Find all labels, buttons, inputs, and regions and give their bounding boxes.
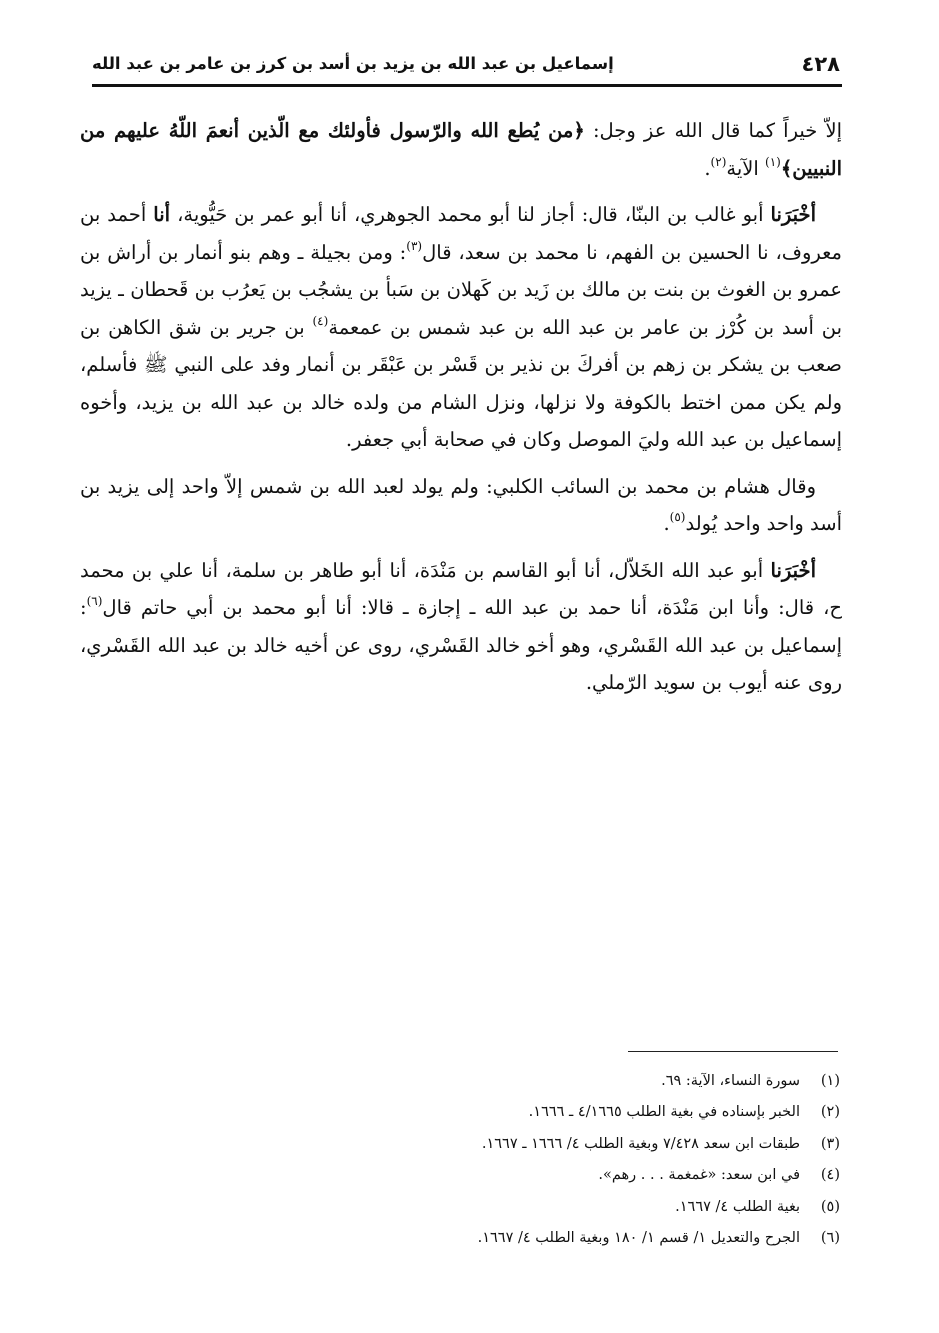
footnote-number: (٥) bbox=[820, 1198, 840, 1215]
footnote-ref-1: (١) bbox=[765, 154, 781, 169]
footnote-number: (١) bbox=[820, 1073, 840, 1089]
footnote-3 bbox=[280, 1129, 840, 1160]
p1-text-b: الآية bbox=[726, 156, 765, 180]
main-text bbox=[80, 112, 842, 711]
running-header bbox=[92, 50, 840, 84]
footnote-separator bbox=[628, 1051, 838, 1052]
footnote-number: (٤) bbox=[820, 1167, 840, 1184]
ana-bold: أنا bbox=[153, 203, 171, 226]
footnote-text: الجرح والتعديل ١/ قسم ١/ ١٨٠ وبغية الطلب ٤/ ١٦٦٧. bbox=[477, 1230, 800, 1247]
p3-text-b: . bbox=[663, 512, 670, 535]
paragraph-3 bbox=[80, 468, 842, 543]
page-number: ٤٢٨ bbox=[801, 52, 840, 76]
footnote-ref-6: (٦) bbox=[86, 594, 103, 608]
p2-text-a: أبو غالب بن البنّا، قال: أجاز لنا أبو محمد الجوهري، أنا أبو عمر بن حَيُّوية، bbox=[170, 203, 771, 226]
footnote-ref-2: (٢) bbox=[710, 154, 727, 169]
p4-text-b: : إسماعيل بن عبد الله القَسْري، وهو أخو خالد القَسْري، روى عن أخيه خالد بن عبد الله القَسْري، روى عنه أيوب بن سويد الرّملي. bbox=[80, 596, 842, 694]
quran-verse: ﴿من يُطع الله والرّسول فأولئك مع الّذين أنعمَ اللّهُ عليهم من النبيين﴾ bbox=[80, 119, 842, 180]
footnote-1 bbox=[280, 1066, 840, 1097]
p4-text-a: أبو عبد الله الخَلاّل، أنا أبو القاسم بن مَنْدَة، أنا أبو طاهر بن سلمة، أنا علي بن محمد ح، قال: وأنا ابن مَنْدَة، أنا حمد بن عبد الله ـ إجازة ـ قالا: أنا أبو محمد بن أبي حاتم قال bbox=[80, 558, 842, 619]
p2-text-b: أحمد بن معروف، نا الحسين بن الفهم، نا محمد بن سعد، قال bbox=[80, 203, 842, 264]
footnote-text: بغية الطلب ٤/ ١٦٦٧. bbox=[675, 1198, 800, 1215]
footnote-text: الخبر بإسناده في بغية الطلب ٤/١٦٦٥ ـ ١٦٦٦. bbox=[528, 1104, 800, 1121]
footnotes bbox=[280, 1066, 840, 1254]
p1-text-c: . bbox=[704, 156, 711, 180]
p3-text-a: وقال هشام بن محمد بن السائب الكلبي: ولم يولد لعبد الله بن شمس إلاّ واحد إلى يزيد بن أسد واحد واحد يُولد bbox=[80, 474, 842, 535]
paragraph-1 bbox=[80, 112, 842, 187]
footnote-ref-3: (٣) bbox=[406, 238, 423, 253]
p2-text-c: : ومن بجيلة ـ وهم بنو أنمار بن أراش بن عمرو بن الغوث بن بنت بن مالك بن زَيد بن كَهلان بن سَبأ بن يشجُب بن يَعرُب بن قَحطان ـ يزيد بن أسد بن كُرْز بن عامر بن عبد الله بن عبد شمس بن عمعمة bbox=[80, 240, 842, 339]
footnote-text: في ابن سعد: «غمغمة . . . رهم». bbox=[598, 1167, 800, 1184]
footnote-6 bbox=[280, 1223, 840, 1254]
footnote-2 bbox=[280, 1097, 840, 1128]
p1-text-a: إلاّ خيراً كما قال الله عز وجل: bbox=[584, 119, 842, 142]
akhbarana-lead: أخْبَرَنا bbox=[770, 203, 817, 226]
footnote-text: طبقات ابن سعد ٧/٤٢٨ وبغية الطلب ٤/ ١٦٦٦ ـ ١٦٦٧. bbox=[481, 1135, 800, 1152]
akhbarana-lead: أخْبَرَنا bbox=[770, 558, 816, 582]
footnote-number: (٦) bbox=[820, 1230, 840, 1247]
footnote-ref-4: (٤) bbox=[312, 313, 329, 328]
p2-text-d: بن جرير بن شق الكاهن بن صعب بن يشكر بن زهم بن أفركَ بن نذير بن قَسْر بن عَبْقَر بن أنمار وفد على النبي ﷺ فأسلم، ولم يكن ممن اختط بالكوفة ولا نزلها، ونزل الشام من ولده خالد بن عبد الله بن يزيد، وأخوه إسماعيل بن عبد الله وليَ الموصل وكان في صحابة أبي جعفر. bbox=[80, 315, 842, 451]
paragraph-4 bbox=[80, 552, 842, 702]
footnote-text: سورة النساء، الآية: ٦٩. bbox=[661, 1073, 800, 1089]
footnote-number: (٢) bbox=[820, 1104, 840, 1121]
header-rule bbox=[92, 84, 842, 87]
paragraph-2 bbox=[80, 196, 842, 459]
footnote-5 bbox=[280, 1192, 840, 1223]
running-header-title: إسماعيل بن عبد الله بن يزيد بن أسد بن كرز بن عامر بن عبد الله bbox=[92, 54, 614, 73]
footnote-number: (٣) bbox=[820, 1135, 840, 1152]
footnote-ref-5: (٥) bbox=[669, 510, 686, 524]
footnote-4 bbox=[280, 1160, 840, 1191]
